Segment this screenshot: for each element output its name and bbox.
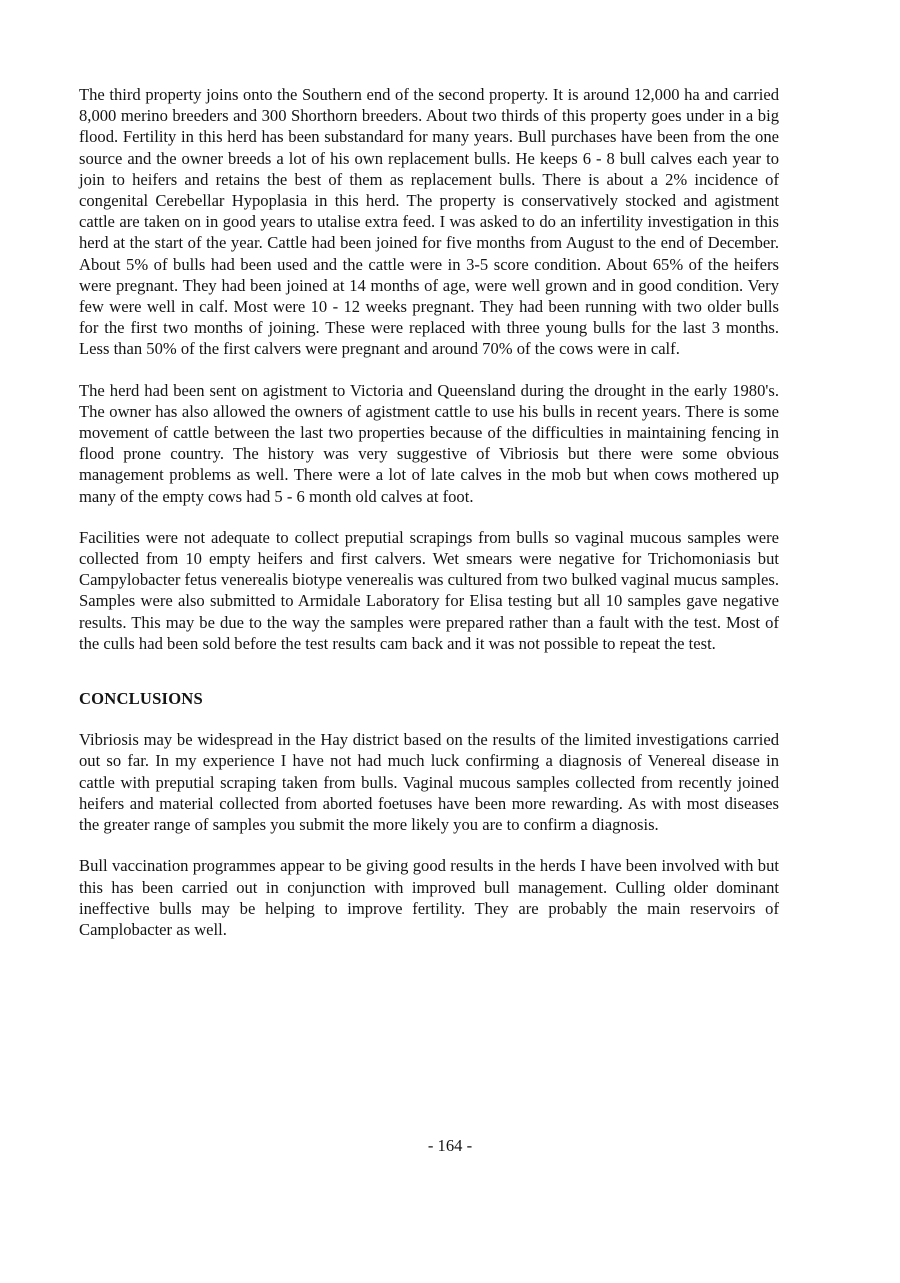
document-body xyxy=(79,84,779,960)
section-heading-conclusions: CONCLUSIONS xyxy=(79,689,203,709)
paragraph-third-property: The third property joins onto the Southern end of the second property. It is around 12,000 ha and carried 8,000 merino breeders and 300 Shorthorn breeders. About two thirds of this property goes under in a big flood. Fertility in this herd has been substandard for many years. Bull purchases have been from the one source and the owner breeds a lot of his own replacement bulls. He keeps 6 - 8 bull calves each year to join to heifers and retains the best of them as replacement bulls. There is about a 2% incidence of congenital Cerebellar Hypoplasia in this herd. The property is conservatively stocked and agistment cattle are taken on in good years to utalise extra feed. I was asked to do an infertility investigation in this herd at the start of the year. Cattle had been joined for five months from August to the end of December. About 5% of bulls had been used and the cattle were in 3-5 score condition. About 65% of the heifers were pregnant. They had been joined at 14 months of age, were well grown and in good condition. Very few were well in calf. Most were 10 - 12 weeks pregnant. They had been running with two older bulls for the first two months of joining. These were replaced with three young bulls for the last 3 months. Less than 50% of the first calvers were pregnant and around 70% of the cows were in calf. xyxy=(79,85,779,359)
paragraph-conclusion-vaccination: Bull vaccination programmes appear to be giving good results in the herds I have been involved with but this has been carried out in conjunction with improved bull management. Culling older dominant ineffective bulls may be helping to improve fertility. They are probably the main reservoirs of Camplobacter as well. xyxy=(79,856,779,939)
paragraph-sampling-results: Facilities were not adequate to collect preputial scrapings from bulls so vaginal mucous samples were collected from 10 empty heifers and first calvers. Wet smears were negative for Trichomoniasis but Campylobacter fetus venerealis biotype venerealis was cultured from two bulked vaginal mucus samples. Samples were also submitted to Armidale Laboratory for Elisa testing but all 10 samples gave negative results. This may be due to the way the samples were prepared rather than a fault with the test. Most of the culls had been sold before the test results cam back and it was not possible to repeat the test. xyxy=(79,527,779,653)
page-number: - 164 - xyxy=(427,1136,473,1155)
paragraph-conclusion-vibriosis: Vibriosis may be widespread in the Hay district based on the results of the limited investigations carried out so far. In my experience I have not had much luck confirming a diagnosis of Venereal disease in cattle with preputial scraping taken from bulls. Vaginal mucous samples collected from recently joined heifers and material collected from aborted foetuses have been more rewarding. As with most diseases the greater range of samples you submit the more likely you are to confirm a diagnosis. xyxy=(79,730,779,835)
paragraph-herd-history: The herd had been sent on agistment to Victoria and Queensland during the drought in the early 1980's. The owner has also allowed the owners of agistment cattle to use his bulls in recent years. There is some movement of cattle between the last two properties because of the difficulties in maintaining fencing in flood prone country. The history was very suggestive of Vibriosis but there were some obvious management problems as well. There were a lot of late calves in the mob but when cows mothered up many of the empty cows had 5 - 6 month old calves at foot. xyxy=(79,380,779,506)
